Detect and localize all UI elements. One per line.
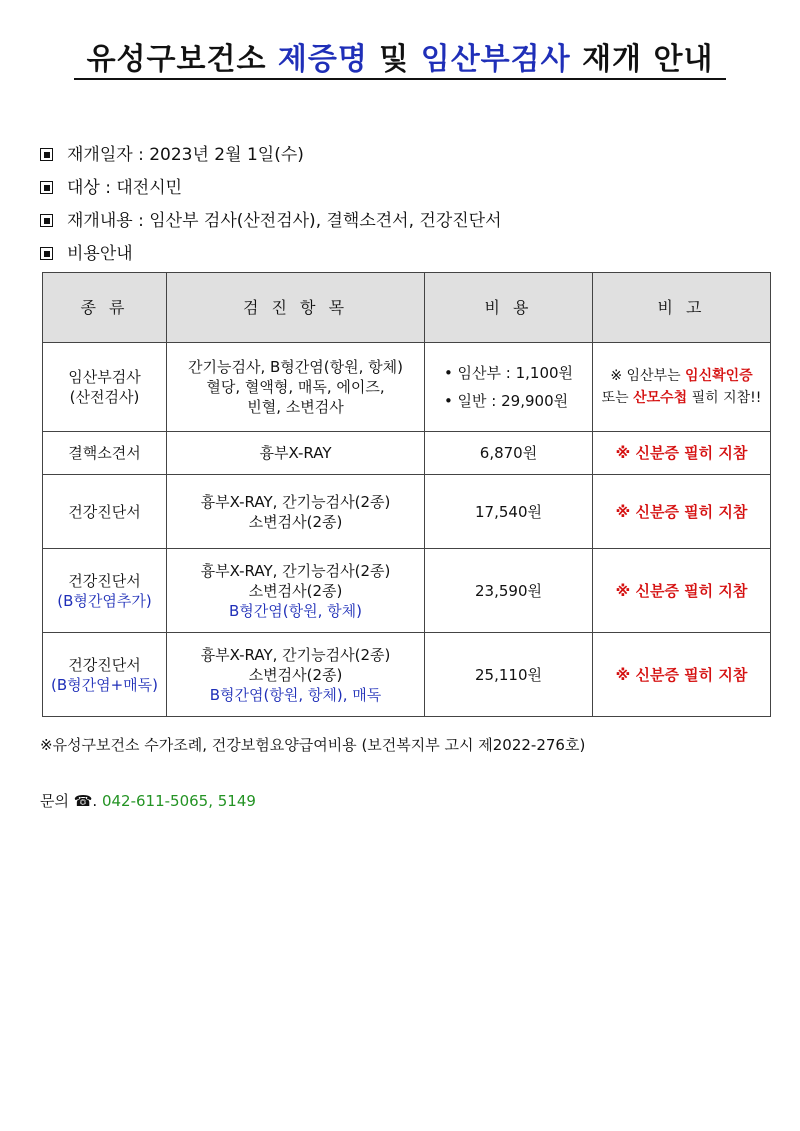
page-title (0, 34, 800, 78)
info-item: 비용안내 (40, 237, 502, 270)
title-underline (74, 78, 726, 80)
row-note: ※ 신분증 필히 지참 (593, 432, 771, 475)
row-note: ※ 신분증 필히 지참 (593, 633, 771, 717)
table-row (43, 343, 771, 432)
row-items: 흉부X-RAY, 간기능검사(2종) 소변검사(2종) B형간염(항원, 항체), 매독 (167, 633, 425, 717)
title-part-2: 제증명 (277, 42, 368, 77)
header-items: 검 진 항 목 (167, 273, 425, 343)
cost-table (42, 272, 771, 717)
square-bullet-icon (40, 214, 53, 227)
row-note: ※ 신분증 필히 지참 (593, 475, 771, 549)
table-row (43, 432, 771, 475)
contact-number: 042-611-5065, 5149 (101, 792, 256, 810)
title-part-1: 유성구보건소 (86, 42, 278, 77)
table-header-row (43, 273, 771, 343)
square-bullet-icon (40, 148, 53, 161)
row-items: 흉부X-RAY (167, 432, 425, 475)
row-note: ※ 신분증 필히 지참 (593, 549, 771, 633)
row-items: 간기능검사, B형간염(항원, 항체) 혈당, 혈액형, 매독, 에이즈, 빈혈, 소변검사 (167, 343, 425, 432)
info-item: 재개내용 : 임산부 검사(산전검사), 결핵소견서, 건강진단서 (40, 204, 502, 237)
row-cost: • 임산부 : 1,100원 • 일반 : 29,900원 (425, 343, 593, 432)
row-cost: 25,110원 (425, 633, 593, 717)
row-type: 건강진단서 (B형간염+매독) (43, 633, 167, 717)
table-row (43, 633, 771, 717)
header-note: 비 고 (593, 273, 771, 343)
row-cost: 23,590원 (425, 549, 593, 633)
square-bullet-icon (40, 247, 53, 260)
title-part-3: 및 (367, 42, 421, 77)
row-type: 결핵소견서 (43, 432, 167, 475)
info-item: 재개일자 : 2023년 2월 1일(수) (40, 138, 502, 171)
square-bullet-icon (40, 181, 53, 194)
table-row (43, 549, 771, 633)
row-items: 흉부X-RAY, 간기능검사(2종) 소변검사(2종) (167, 475, 425, 549)
contact-info (40, 790, 256, 811)
header-type: 종 류 (43, 273, 167, 343)
row-items: 흉부X-RAY, 간기능검사(2종) 소변검사(2종) B형간염(항원, 항체) (167, 549, 425, 633)
title-part-4: 임산부검사 (420, 42, 571, 77)
row-type: 건강진단서 (B형간염추가) (43, 549, 167, 633)
row-note: ※ 임산부는 임신확인증 또는 산모수첩 필히 지참!! (593, 343, 771, 432)
row-cost: 6,870원 (425, 432, 593, 475)
row-cost: 17,540원 (425, 475, 593, 549)
info-item: 대상 : 대전시민 (40, 171, 502, 204)
title-part-5: 재개 안내 (570, 42, 714, 77)
row-type: 임산부검사 (산전검사) (43, 343, 167, 432)
table-row (43, 475, 771, 549)
contact-label: 문의 ☎. (40, 792, 102, 810)
header-cost: 비 용 (425, 273, 593, 343)
row-type: 건강진단서 (43, 475, 167, 549)
footnote: ※유성구보건소 수가조례, 건강보험요양급여비용 (보건복지부 고시 제2022-276호) (40, 736, 586, 754)
info-list (40, 138, 502, 270)
